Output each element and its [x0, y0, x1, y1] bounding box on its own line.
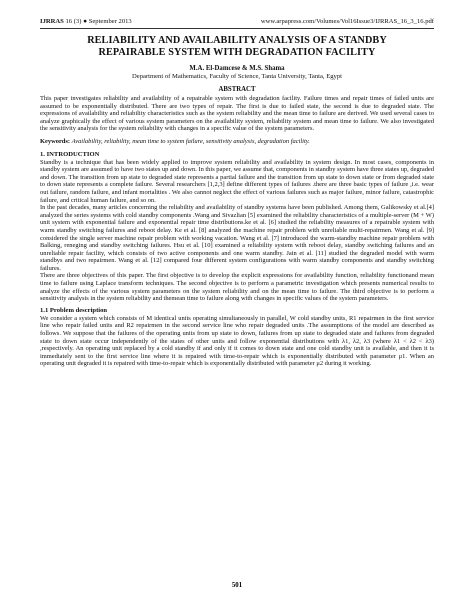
intro-paragraph-3: There are three objectives of this paper. The first objective is to develop the explicit expressions for availability function, reliability functionand mean time to failure using Laplace transform techniques. The second objective is to perform a parametric investigation which presents numerical results to analyze the effects of the various system parameters on the system reliability and on the mean time to failure. The third objective is to perform a sensitivity analysis in the system reliability and themean time to failure along with changes in specific values of the system parameters.: [40, 272, 434, 303]
authors: M.A. El-Damcese & M.S. Shama: [189, 65, 285, 72]
subsection-heading-problem: 1.1 Problem description: [40, 306, 108, 314]
keywords: [40, 138, 434, 146]
intro-paragraph-1: Standby is a technique that has been widely applied to improve system reliability and availability in system design. In most cases, components in standby system are assumed to have two states up and down. In this paper, we assume that, components in standby system have three states up, degraded and down. The transition from up state to degraded state represents a partial failure and the transition from up state to down state or from degraded state to down state represents a complete failure. Several researchers [1,2,3] define different types of failures .there are three basic types of failure ,i.e. wear out failure, random failure, and infant mortalities . We also cannot neglect the effect of various failures such as major failure, minor failure, catastrophic failure, and critical human failure, and so on.: [40, 158, 434, 204]
intro-paragraph-2: In the past decades, many articles concerning the reliability and availability of standby systems have been published. Among them, Galikowsky et al.[4] analyzed the series systems with cold standby components .Wang and Sivazlian [5] examined the reliability characteristics of a multiple-server (M + W) unit system with exponential failure and exponential repair time distributions.ke et al. [6] studied the reliability measures of a repairable system with warm standby switching failures and reboot delay. Ke et al. [8] analyzed the machine repair problem with unreliable multi-repairmen. Wang et al. [9] considered the single server machine repair problem with working vacation. Wang et al. [7] introduced the warm-standby machine repair problem with Balking, reneging and standby switching failures. Hsu et al. [10] examined a reliability system with reboot delay, standby switching failures and an unreliable repair facility, which consists of two active components and one warm standby. Jain et al. [11] studied the degraded model with warm standbys and two repairmen. Wang et al. [12] compared four different system configurations with warm standby components and standby switching failures.: [40, 204, 434, 272]
affiliation: Department of Mathematics, Faculty of Science, Tanta University, Tanta, Egypt: [132, 73, 342, 80]
problem-description-text: We consider a system which consists of M identical units operating simultaneously in parallel, W cold standby units, R1 repairmen in the first service line who repair failed units and R2 repairmen in the second service line who repair degraded units .The assumptions of the model are described as follows. We suppose that the failures of the operating units from up state to down, failures from up state to degraded state and failures from degraded state to down state occur independently of the states of other units and follow exponential distributions with λ1, λ2, λ3 (where λ1 < λ2 < λ3) ,respectively. An operating unit replaced by a cold standby if and only if it comes to down state and one cold standby unit is available, and then it is immediately sent to the first service line where it is repaired with time-to-repair which is exponentially distributed with parameter μ1. When an operating unit degraded it is repaired with time-to-repair which is exponentially distributed with parameter μ2 during it working.: [40, 314, 434, 368]
keywords-text: Availability, reliability, mean time to system failure, sensitivity analysis, degradation facility.: [71, 137, 310, 145]
keywords-label: Keywords:: [40, 137, 71, 145]
journal-url[interactable]: www.arpapress.com/Volumes/Vol16Issue3/IJRRAS_16_3_16.pdf: [260, 18, 434, 25]
journal-info: [40, 18, 132, 26]
abstract-text: This paper investigates reliability and availability of a repairable system with degradation facility. Failure times and repair times of failed units are assumed to be exponentially distributed. There are two types of repair. The first is due to failed state, the second is due to degraded state. The expressions of availability and reliability characteristics such as the system reliability and the mean time to failure are derived. We used several cases to analyze graphically the effect of various system parameters on the availability system, reliability system and mean time to failure. We also investigated the sensitivity analysis for the system reliability with changes in a specific value of the system parameters.: [40, 95, 434, 133]
header-rule: [40, 28, 434, 29]
title-line-1: RELIABILITY AND AVAILABILITY ANALYSIS OF A STANDBY: [87, 35, 387, 46]
title-line-2: REPAIRABLE SYSTEM WITH DEGRADATION FACILITY: [98, 47, 376, 58]
page-number: 501: [231, 582, 243, 589]
abstract-heading: ABSTRACT: [218, 86, 256, 93]
paper-title: [40, 35, 434, 59]
journal-name: IJRRAS: [40, 18, 64, 25]
section-heading-introduction: 1. INTRODUCTION: [40, 150, 100, 158]
running-header: [40, 18, 434, 26]
journal-issue: 16 (3) ● September 2013: [65, 18, 132, 25]
